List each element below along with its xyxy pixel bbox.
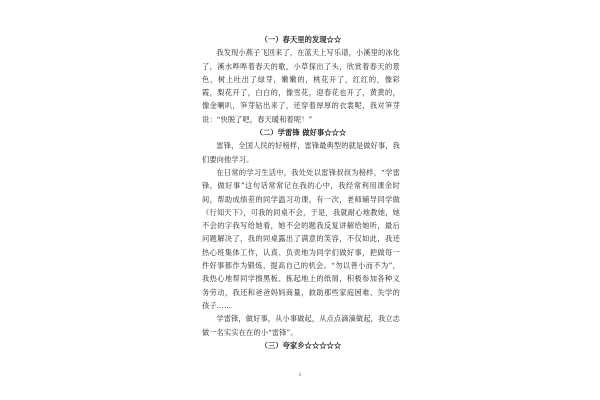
section-1-paragraph-1: 我发现小燕子飞回来了，在蓝天上写乐谱，小溪里的冰化了，溪水哗哗着春天的歌，小草探出了头，欣赏着春天的景色，树上吐出了绿芽，嫩嫩的，桃花开了，红红的，像彩霞，梨花开了，白白的，像雪花，迎春花也开了，黄黄的，像金喇叭，笋芽钻出来了，还穿着厚厚的衣裳呢，我对笋芽说：“快脱了吧，春天暖和着呢！”: [202, 48, 400, 124]
section-2-paragraph-2: 在日常的学习生活中，我处处以雷锋叔叔为榜样，“学雷锋，做好事”这句话常常记在我的心中，我经常利用课余时间，帮助成绩差的同学温习功课，有一次，老师辅导同学做《行知天下》，可我的同桌不会，于是，我就耐心地教她，她不会的字我写给她看，她不会的题我反复讲解给她听，最后问题解决了，我的同桌露出了满意的笑容，不仅如此，我还热心班集体工作，认真、负责地为同学们做好事，把做每一件好事都作为锻炼、提高自己的机会。“勿以善小而不为”，我热心地帮同学擦黑板、拣起地上的纸屑，积极参加各种义务劳动，我还和爸爸妈妈商量，救助那些家庭困难、失学的孩子……: [202, 167, 400, 310]
section-1-heading: （一）春天里的发现☆☆: [260, 35, 342, 44]
document-page: [155, 0, 445, 400]
document-body: [202, 33, 400, 352]
section-2-heading: （二）学雷锋 做好事☆☆☆: [255, 128, 347, 138]
section-3-heading: （三）夸家乡☆☆☆☆☆: [260, 340, 342, 350]
section-2-paragraph-1: 雷锋，全国人民的好榜样，雷锋最典型的就是做好事，我们要向他学习。: [202, 141, 400, 164]
section-2-paragraph-3: 学雷锋，做好事，从小事做起，从点点滴滴做起，我立志做一名实实在在的小“雷锋”。: [202, 314, 400, 337]
page-number: 1: [298, 372, 302, 378]
